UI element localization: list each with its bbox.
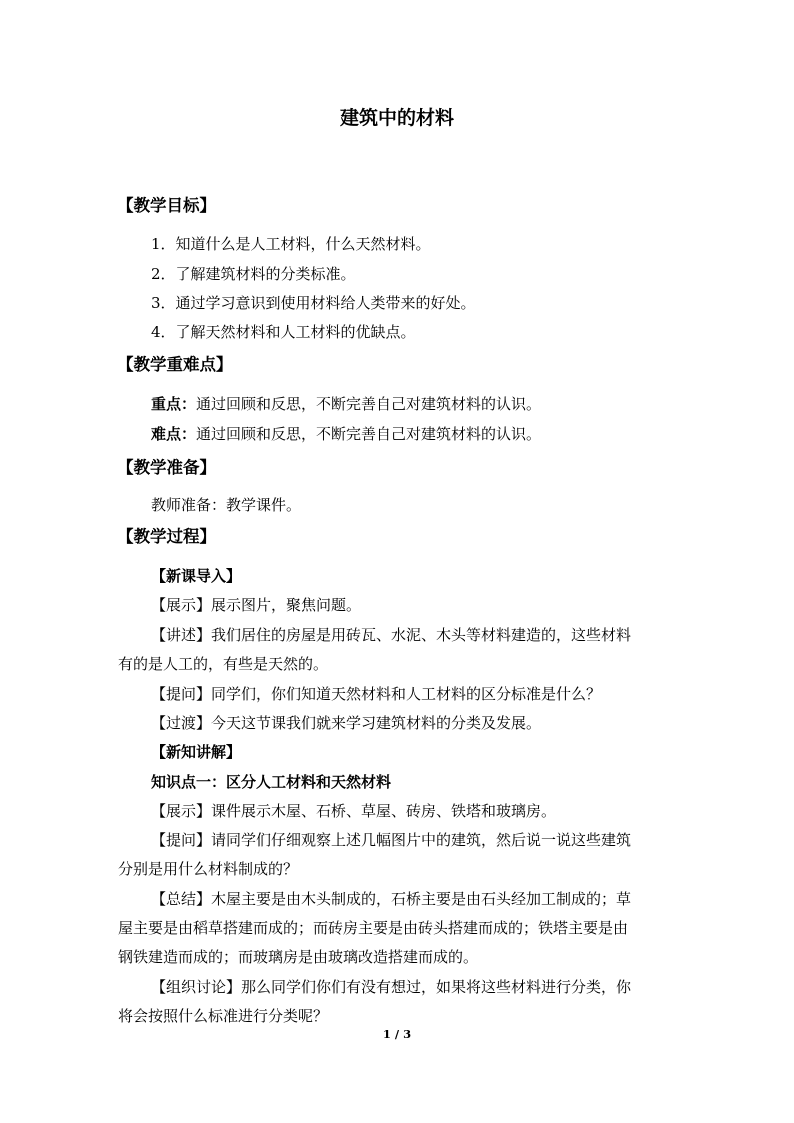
- goal-item: 2．了解建筑材料的分类标准。: [151, 265, 356, 283]
- narrate-line-1: 【讲述】我们居住的房屋是用砖瓦、水泥、木头等材料建造的，这些材料: [151, 626, 632, 644]
- discussion-line-1: 【组织讨论】那么同学们你们有没有想过，如果将这些材料进行分类，你: [151, 978, 632, 996]
- discussion-line-2: 将会按照什么标准进行分类呢？: [118, 1007, 329, 1025]
- section-heading-goals: 【教学目标】: [117, 196, 216, 215]
- section-heading-keypoints: 【教学重难点】: [117, 355, 233, 374]
- ask-line: 【提问】同学们，你们知道天然材料和人工材料的区分标准是什么？: [151, 685, 602, 703]
- prep-text: 教师准备：教学课件。: [151, 496, 302, 514]
- ask-line-2b: 分别是用什么材料制成的？: [118, 860, 299, 878]
- page-title: 建筑中的材料: [339, 107, 454, 129]
- knowledge-point-title: 知识点一：区分人工材料和天然材料: [151, 773, 392, 791]
- transition-line: 【过渡】今天这节课我们就来学习建筑材料的分类及发展。: [151, 714, 542, 732]
- intro-heading: 【新课导入】: [151, 567, 242, 585]
- hard-point-label: 难点：: [151, 425, 197, 443]
- key-point-text: 通过回顾和反思，不断完善自己对建筑材料的认识。: [196, 395, 542, 413]
- show-line: 【展示】展示图片，聚焦问题。: [151, 596, 362, 614]
- summary-line-1: 【总结】木屋主要是由木头制成的，石桥主要是由石头经加工制成的；草: [151, 890, 632, 908]
- summary-line-3: 钢铁建造而成的；而玻璃房是由玻璃改造搭建而成的。: [118, 948, 479, 966]
- section-heading-process: 【教学过程】: [117, 527, 216, 546]
- hard-point-text: 通过回顾和反思，不断完善自己对建筑材料的认识。: [196, 425, 542, 443]
- summary-line-2: 屋主要是由稻草搭建而成的；而砖房主要是由砖头搭建而成的；铁塔主要是由: [118, 919, 629, 937]
- goal-item: 4．了解天然材料和人工材料的优缺点。: [151, 323, 416, 341]
- key-point-label: 重点：: [151, 395, 197, 413]
- show-line-2: 【展示】课件展示木屋、石桥、草屋、砖房、铁塔和玻璃房。: [151, 802, 557, 820]
- section-heading-prep: 【教学准备】: [117, 458, 216, 477]
- narrate-line-2: 有的是人工的，有些是天然的。: [118, 655, 329, 673]
- page-number: 1 / 3: [382, 1027, 412, 1041]
- new-knowledge-heading: 【新知讲解】: [151, 743, 242, 761]
- key-point-line: [151, 393, 541, 414]
- hard-point-line: [151, 423, 541, 444]
- goal-item: 3．通过学习意识到使用材料给人类带来的好处。: [151, 294, 476, 312]
- ask-line-2a: 【提问】请同学们仔细观察上述几幅图片中的建筑，然后说一说这些建筑: [151, 831, 632, 849]
- goal-item: 1．知道什么是人工材料，什么天然材料。: [151, 235, 431, 253]
